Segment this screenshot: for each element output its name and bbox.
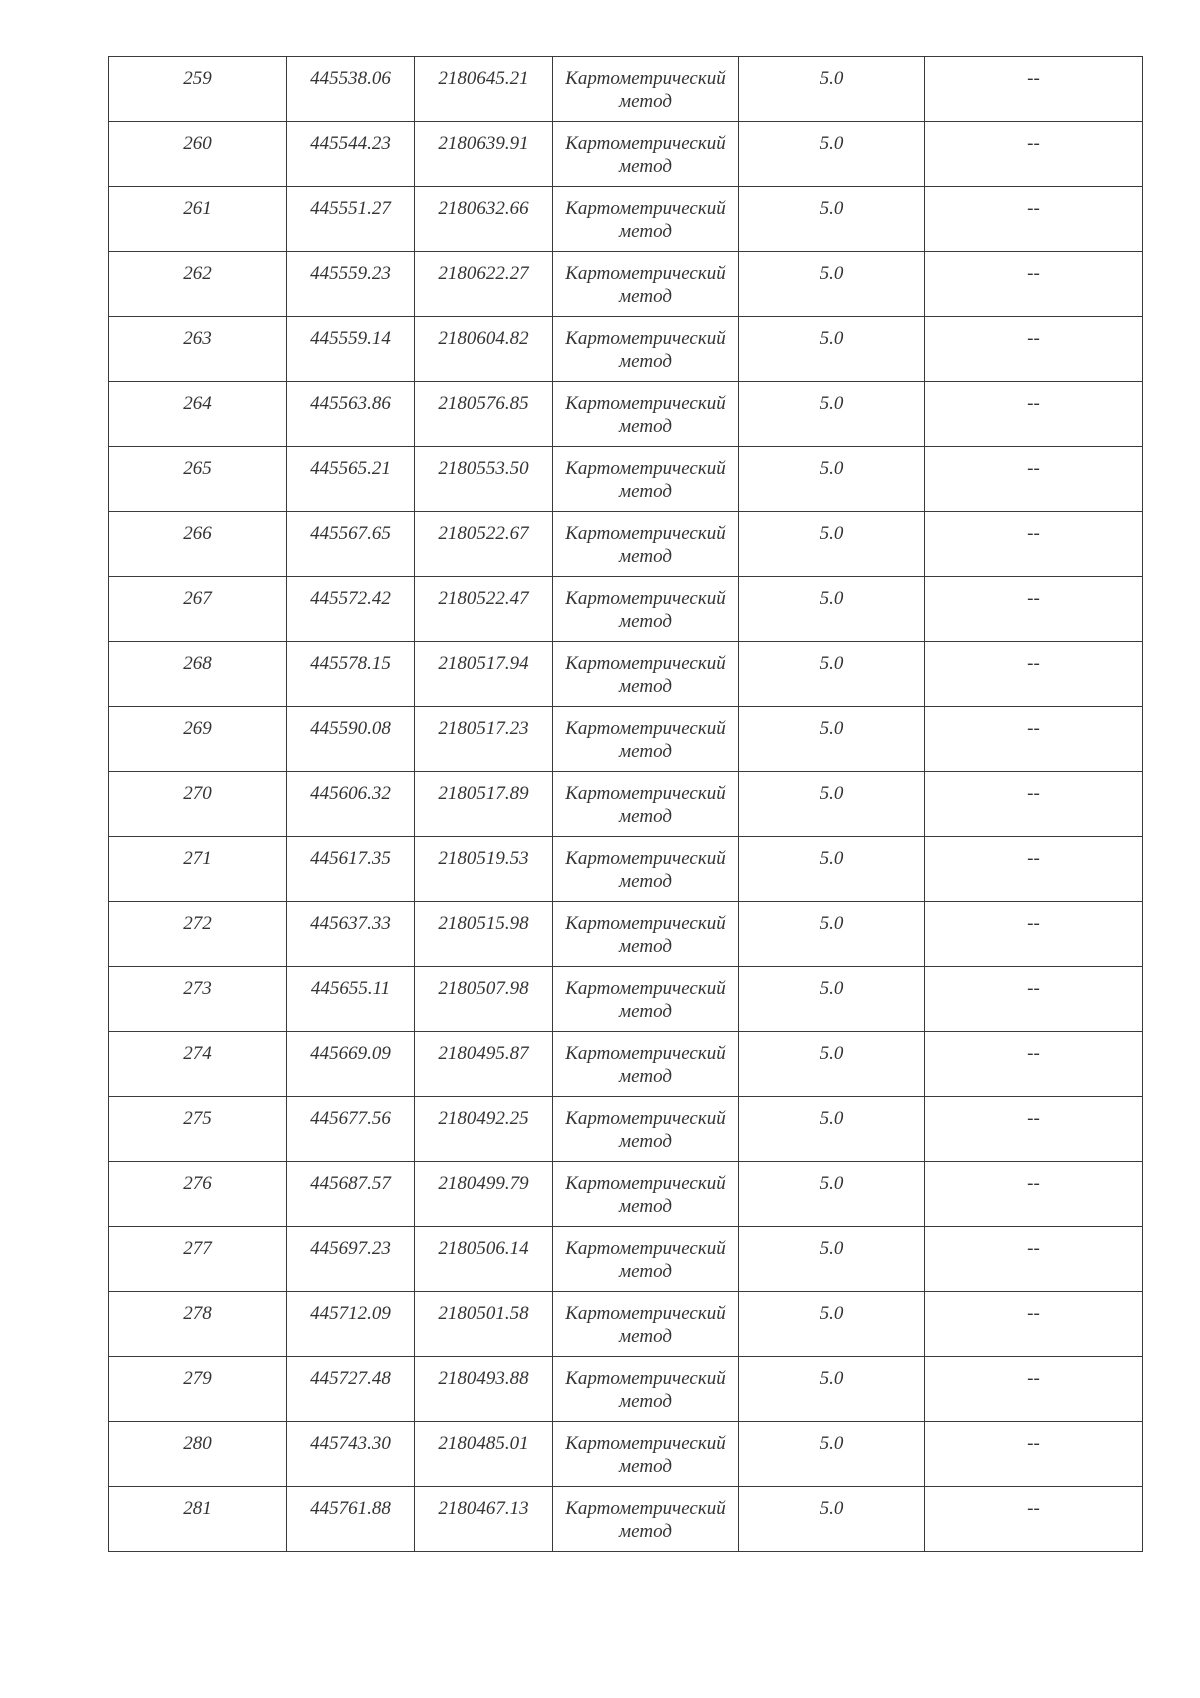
y-coordinate-cell: 2180517.23	[415, 707, 553, 772]
note-cell: --	[925, 1227, 1143, 1292]
method-line-2: метод	[619, 1066, 672, 1087]
table-row	[109, 642, 1143, 707]
y-coordinate-cell: 2180493.88	[415, 1357, 553, 1422]
table-row	[109, 967, 1143, 1032]
method-line-2: метод	[619, 871, 672, 892]
y-coordinate-cell: 2180467.13	[415, 1487, 553, 1552]
accuracy-cell: 5.0	[739, 447, 925, 512]
note-cell: --	[925, 447, 1143, 512]
accuracy-cell: 5.0	[739, 512, 925, 577]
table-row	[109, 187, 1143, 252]
point-number-cell: 277	[109, 1227, 287, 1292]
method-line-1: Картометрический	[565, 1238, 726, 1259]
table-row	[109, 837, 1143, 902]
note-cell: --	[925, 1422, 1143, 1487]
x-coordinate-cell: 445538.06	[287, 57, 415, 122]
y-coordinate-cell: 2180517.89	[415, 772, 553, 837]
x-coordinate-cell: 445727.48	[287, 1357, 415, 1422]
method-line-1: Картометрический	[565, 263, 726, 284]
note-cell: --	[925, 902, 1143, 967]
table-row	[109, 1227, 1143, 1292]
method-line-1: Картометрический	[565, 1043, 726, 1064]
y-coordinate-cell: 2180522.47	[415, 577, 553, 642]
accuracy-cell: 5.0	[739, 772, 925, 837]
table-row	[109, 447, 1143, 512]
note-cell: --	[925, 57, 1143, 122]
table-row	[109, 1032, 1143, 1097]
y-coordinate-cell: 2180517.94	[415, 642, 553, 707]
method-line-1: Картометрический	[565, 458, 726, 479]
accuracy-cell: 5.0	[739, 837, 925, 902]
y-coordinate-cell: 2180507.98	[415, 967, 553, 1032]
method-line-2: метод	[619, 1131, 672, 1152]
x-coordinate-cell: 445563.86	[287, 382, 415, 447]
method-cell	[553, 1227, 739, 1292]
method-cell	[553, 967, 739, 1032]
method-line-1: Картометрический	[565, 68, 726, 89]
point-number-cell: 278	[109, 1292, 287, 1357]
table-row	[109, 902, 1143, 967]
accuracy-cell: 5.0	[739, 382, 925, 447]
x-coordinate-cell: 445567.65	[287, 512, 415, 577]
point-number-cell: 267	[109, 577, 287, 642]
method-cell	[553, 772, 739, 837]
method-line-1: Картометрический	[565, 1498, 726, 1519]
method-line-2: метод	[619, 221, 672, 242]
point-number-cell: 270	[109, 772, 287, 837]
coordinates-table-body	[109, 57, 1143, 1552]
note-cell: --	[925, 1032, 1143, 1097]
method-line-2: метод	[619, 1326, 672, 1347]
method-line-2: метод	[619, 936, 672, 957]
accuracy-cell: 5.0	[739, 1422, 925, 1487]
method-line-2: метод	[619, 416, 672, 437]
point-number-cell: 272	[109, 902, 287, 967]
note-cell: --	[925, 967, 1143, 1032]
method-cell	[553, 57, 739, 122]
method-cell	[553, 642, 739, 707]
method-cell	[553, 187, 739, 252]
method-cell	[553, 902, 739, 967]
method-line-1: Картометрический	[565, 133, 726, 154]
table-row	[109, 1357, 1143, 1422]
accuracy-cell: 5.0	[739, 577, 925, 642]
method-cell	[553, 447, 739, 512]
point-number-cell: 273	[109, 967, 287, 1032]
method-line-1: Картометрический	[565, 393, 726, 414]
coordinates-table	[108, 56, 1143, 1552]
point-number-cell: 259	[109, 57, 287, 122]
method-line-2: метод	[619, 741, 672, 762]
point-number-cell: 266	[109, 512, 287, 577]
x-coordinate-cell: 445655.11	[287, 967, 415, 1032]
method-cell	[553, 317, 739, 382]
method-cell	[553, 1097, 739, 1162]
method-line-1: Картометрический	[565, 718, 726, 739]
point-number-cell: 276	[109, 1162, 287, 1227]
accuracy-cell: 5.0	[739, 642, 925, 707]
x-coordinate-cell: 445617.35	[287, 837, 415, 902]
point-number-cell: 263	[109, 317, 287, 382]
accuracy-cell: 5.0	[739, 122, 925, 187]
point-number-cell: 279	[109, 1357, 287, 1422]
table-row	[109, 772, 1143, 837]
table-row	[109, 512, 1143, 577]
note-cell: --	[925, 1162, 1143, 1227]
point-number-cell: 265	[109, 447, 287, 512]
method-cell	[553, 1487, 739, 1552]
point-number-cell: 260	[109, 122, 287, 187]
table-row	[109, 317, 1143, 382]
note-cell: --	[925, 122, 1143, 187]
y-coordinate-cell: 2180576.85	[415, 382, 553, 447]
table-row	[109, 1097, 1143, 1162]
table-row	[109, 577, 1143, 642]
method-line-1: Картометрический	[565, 783, 726, 804]
note-cell: --	[925, 707, 1143, 772]
x-coordinate-cell: 445559.23	[287, 252, 415, 317]
y-coordinate-cell: 2180622.27	[415, 252, 553, 317]
method-cell	[553, 837, 739, 902]
y-coordinate-cell: 2180639.91	[415, 122, 553, 187]
method-line-2: метод	[619, 1521, 672, 1542]
table-row	[109, 1162, 1143, 1227]
method-line-2: метод	[619, 806, 672, 827]
method-cell	[553, 382, 739, 447]
method-line-2: метод	[619, 351, 672, 372]
method-line-2: метод	[619, 481, 672, 502]
y-coordinate-cell: 2180632.66	[415, 187, 553, 252]
point-number-cell: 274	[109, 1032, 287, 1097]
x-coordinate-cell: 445669.09	[287, 1032, 415, 1097]
accuracy-cell: 5.0	[739, 187, 925, 252]
method-line-1: Картометрический	[565, 1173, 726, 1194]
point-number-cell: 281	[109, 1487, 287, 1552]
table-row	[109, 1487, 1143, 1552]
x-coordinate-cell: 445712.09	[287, 1292, 415, 1357]
method-line-2: метод	[619, 1196, 672, 1217]
method-cell	[553, 512, 739, 577]
method-cell	[553, 122, 739, 187]
method-line-2: метод	[619, 156, 672, 177]
method-cell	[553, 707, 739, 772]
point-number-cell: 261	[109, 187, 287, 252]
note-cell: --	[925, 577, 1143, 642]
note-cell: --	[925, 772, 1143, 837]
y-coordinate-cell: 2180604.82	[415, 317, 553, 382]
method-cell	[553, 577, 739, 642]
y-coordinate-cell: 2180645.21	[415, 57, 553, 122]
x-coordinate-cell: 445559.14	[287, 317, 415, 382]
method-line-1: Картометрический	[565, 653, 726, 674]
x-coordinate-cell: 445743.30	[287, 1422, 415, 1487]
note-cell: --	[925, 1292, 1143, 1357]
accuracy-cell: 5.0	[739, 1487, 925, 1552]
table-row	[109, 252, 1143, 317]
y-coordinate-cell: 2180495.87	[415, 1032, 553, 1097]
point-number-cell: 262	[109, 252, 287, 317]
method-line-2: метод	[619, 1391, 672, 1412]
method-line-2: метод	[619, 676, 672, 697]
x-coordinate-cell: 445761.88	[287, 1487, 415, 1552]
accuracy-cell: 5.0	[739, 1097, 925, 1162]
method-line-1: Картометрический	[565, 1303, 726, 1324]
accuracy-cell: 5.0	[739, 1292, 925, 1357]
method-line-1: Картометрический	[565, 588, 726, 609]
x-coordinate-cell: 445572.42	[287, 577, 415, 642]
y-coordinate-cell: 2180485.01	[415, 1422, 553, 1487]
note-cell: --	[925, 512, 1143, 577]
note-cell: --	[925, 187, 1143, 252]
method-line-1: Картометрический	[565, 523, 726, 544]
method-line-1: Картометрический	[565, 978, 726, 999]
method-line-2: метод	[619, 1261, 672, 1282]
y-coordinate-cell: 2180515.98	[415, 902, 553, 967]
y-coordinate-cell: 2180492.25	[415, 1097, 553, 1162]
y-coordinate-cell: 2180506.14	[415, 1227, 553, 1292]
x-coordinate-cell: 445551.27	[287, 187, 415, 252]
note-cell: --	[925, 642, 1143, 707]
point-number-cell: 275	[109, 1097, 287, 1162]
x-coordinate-cell: 445687.57	[287, 1162, 415, 1227]
note-cell: --	[925, 317, 1143, 382]
note-cell: --	[925, 1357, 1143, 1422]
method-cell	[553, 1292, 739, 1357]
accuracy-cell: 5.0	[739, 902, 925, 967]
y-coordinate-cell: 2180501.58	[415, 1292, 553, 1357]
table-row	[109, 382, 1143, 447]
x-coordinate-cell: 445637.33	[287, 902, 415, 967]
accuracy-cell: 5.0	[739, 1227, 925, 1292]
method-line-2: метод	[619, 546, 672, 567]
y-coordinate-cell: 2180522.67	[415, 512, 553, 577]
accuracy-cell: 5.0	[739, 1032, 925, 1097]
method-line-1: Картометрический	[565, 1433, 726, 1454]
method-cell	[553, 1357, 739, 1422]
x-coordinate-cell: 445606.32	[287, 772, 415, 837]
point-number-cell: 268	[109, 642, 287, 707]
accuracy-cell: 5.0	[739, 57, 925, 122]
point-number-cell: 271	[109, 837, 287, 902]
y-coordinate-cell: 2180519.53	[415, 837, 553, 902]
method-line-1: Картометрический	[565, 1368, 726, 1389]
x-coordinate-cell: 445565.21	[287, 447, 415, 512]
method-line-1: Картометрический	[565, 1108, 726, 1129]
method-line-2: метод	[619, 1001, 672, 1022]
method-line-1: Картометрический	[565, 848, 726, 869]
x-coordinate-cell: 445697.23	[287, 1227, 415, 1292]
y-coordinate-cell: 2180553.50	[415, 447, 553, 512]
x-coordinate-cell: 445590.08	[287, 707, 415, 772]
method-line-1: Картометрический	[565, 198, 726, 219]
table-row	[109, 1422, 1143, 1487]
method-line-2: метод	[619, 611, 672, 632]
y-coordinate-cell: 2180499.79	[415, 1162, 553, 1227]
method-line-1: Картометрический	[565, 328, 726, 349]
method-line-2: метод	[619, 286, 672, 307]
note-cell: --	[925, 382, 1143, 447]
accuracy-cell: 5.0	[739, 317, 925, 382]
accuracy-cell: 5.0	[739, 252, 925, 317]
note-cell: --	[925, 252, 1143, 317]
table-row	[109, 1292, 1143, 1357]
note-cell: --	[925, 837, 1143, 902]
point-number-cell: 269	[109, 707, 287, 772]
table-row	[109, 57, 1143, 122]
x-coordinate-cell: 445544.23	[287, 122, 415, 187]
x-coordinate-cell: 445578.15	[287, 642, 415, 707]
method-line-2: метод	[619, 1456, 672, 1477]
x-coordinate-cell: 445677.56	[287, 1097, 415, 1162]
method-cell	[553, 1032, 739, 1097]
note-cell: --	[925, 1487, 1143, 1552]
point-number-cell: 280	[109, 1422, 287, 1487]
table-row	[109, 122, 1143, 187]
point-number-cell: 264	[109, 382, 287, 447]
method-line-2: метод	[619, 91, 672, 112]
method-cell	[553, 1422, 739, 1487]
method-cell	[553, 252, 739, 317]
accuracy-cell: 5.0	[739, 967, 925, 1032]
accuracy-cell: 5.0	[739, 1357, 925, 1422]
note-cell: --	[925, 1097, 1143, 1162]
method-cell	[553, 1162, 739, 1227]
method-line-1: Картометрический	[565, 913, 726, 934]
accuracy-cell: 5.0	[739, 707, 925, 772]
table-row	[109, 707, 1143, 772]
accuracy-cell: 5.0	[739, 1162, 925, 1227]
